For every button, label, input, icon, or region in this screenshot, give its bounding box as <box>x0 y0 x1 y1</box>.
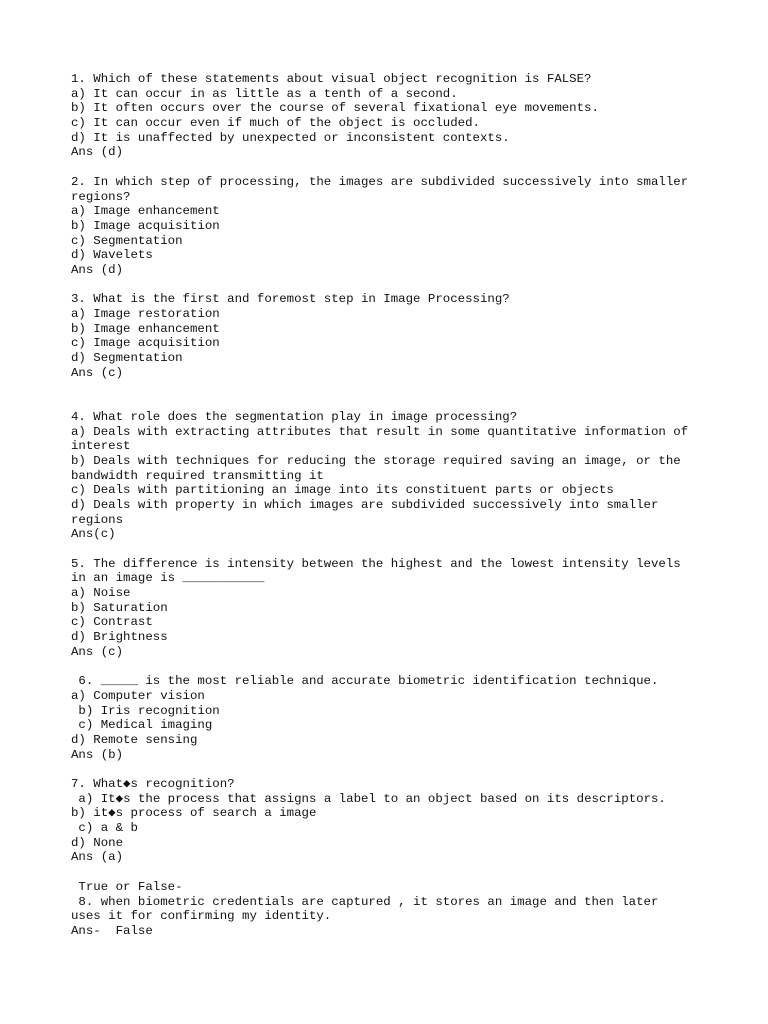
question-4-option-c: c) Deals with partitioning an image into its constituent parts or objects <box>71 483 614 498</box>
question-3-option-d: d) Segmentation <box>71 351 183 366</box>
question-7-option-b: b) it◆s process of search a image <box>71 806 317 821</box>
question-5-option-a: a) Noise <box>71 586 131 601</box>
question-6-option-c: c) Medical imaging <box>71 718 213 733</box>
question-5-option-b: b) Saturation <box>71 600 168 615</box>
question-7-option-a: a) It◆s the process that assigns a label to an object based on its descriptors. <box>71 791 666 806</box>
spacer <box>71 278 761 293</box>
question-3-option-a: a) Image restoration <box>71 307 220 321</box>
question-8-heading: True or False- <box>71 879 183 894</box>
question-3-option-b: b) Image enhancement <box>71 321 220 336</box>
spacer <box>71 762 761 777</box>
question-4-answer: Ans(c) <box>71 527 116 542</box>
spacer <box>71 660 761 675</box>
question-5-option-d: d) Brightness <box>71 630 168 645</box>
question-4-option-b: b) Deals with techniques for reducing the storage required saving an image, or the <box>71 453 681 468</box>
question-2-option-a: a) Image enhancement <box>71 204 220 219</box>
question-1-option-c: c) It can occur even if much of the object is occluded. <box>71 116 480 131</box>
question-6 <box>71 674 761 762</box>
question-2-option-d: d) Wavelets <box>71 248 153 263</box>
question-1-option-d: d) It is unaffected by unexpected or inconsistent contexts. <box>71 130 510 145</box>
question-1-answer: Ans (d) <box>71 145 124 160</box>
spacer <box>71 160 761 175</box>
question-4-option-a-cont: interest <box>71 439 131 454</box>
question-5 <box>71 557 761 660</box>
spacer <box>71 542 761 557</box>
question-3-option-c: c) Image acquisition <box>71 336 220 351</box>
question-6-option-a: a) Computer vision <box>71 688 205 703</box>
question-4 <box>71 410 761 542</box>
document-page <box>71 72 761 939</box>
question-3 <box>71 292 761 380</box>
question-7 <box>71 777 761 865</box>
question-8 <box>71 880 761 939</box>
question-2-text: 2. In which step of processing, the images are subdivided successively into smaller <box>71 174 689 189</box>
question-2-answer: Ans (d) <box>71 262 124 277</box>
question-1-option-b: b) It often occurs over the course of several fixational eye movements. <box>71 101 599 116</box>
question-7-text: 7. What◆s recognition? <box>71 777 235 792</box>
question-2-option-b: b) Image acquisition <box>71 218 220 233</box>
question-4-text: 4. What role does the segmentation play in image processing? <box>71 409 518 424</box>
question-5-text: 5. The difference is intensity between the highest and the lowest intensity levels <box>71 556 681 571</box>
question-7-option-c: c) a & b <box>71 821 138 836</box>
spacer <box>71 865 761 880</box>
question-5-option-c: c) Contrast <box>71 615 153 630</box>
question-3-text: 3. What is the first and foremost step in Image Processing? <box>71 292 510 307</box>
question-1-option-a: a) It can occur in as little as a tenth of a second. <box>71 86 458 101</box>
question-4-option-d-cont: regions <box>71 512 124 527</box>
question-7-answer: Ans (a) <box>71 850 124 865</box>
question-6-option-b: b) Iris recognition <box>71 703 220 718</box>
spacer <box>71 380 761 409</box>
question-2-option-c: c) Segmentation <box>71 233 183 248</box>
question-6-option-d: d) Remote sensing <box>71 732 198 747</box>
question-8-text-cont: uses it for confirming my identity. <box>71 909 332 924</box>
question-3-answer: Ans (c) <box>71 365 124 380</box>
question-4-option-b-cont: bandwidth required transmitting it <box>71 468 324 483</box>
question-6-text: 6. _____ is the most reliable and accurate biometric identification technique. <box>71 674 659 689</box>
question-2-text-cont: regions? <box>71 189 131 204</box>
question-8-text: 8. when biometric credentials are captured , it stores an image and then later <box>71 894 659 909</box>
question-4-option-d: d) Deals with property in which images are subdivided successively into smaller <box>71 497 659 512</box>
question-8-answer: Ans- False <box>71 923 153 938</box>
question-5-answer: Ans (c) <box>71 644 124 659</box>
question-7-option-d: d) None <box>71 835 124 850</box>
question-1 <box>71 72 761 160</box>
question-4-option-a: a) Deals with extracting attributes that result in some quantitative information of <box>71 424 689 439</box>
question-2 <box>71 175 761 278</box>
question-1-text: 1. Which of these statements about visual object recognition is FALSE? <box>71 72 592 86</box>
question-5-text-cont: in an image is ___________ <box>71 571 265 586</box>
question-6-answer: Ans (b) <box>71 747 124 762</box>
